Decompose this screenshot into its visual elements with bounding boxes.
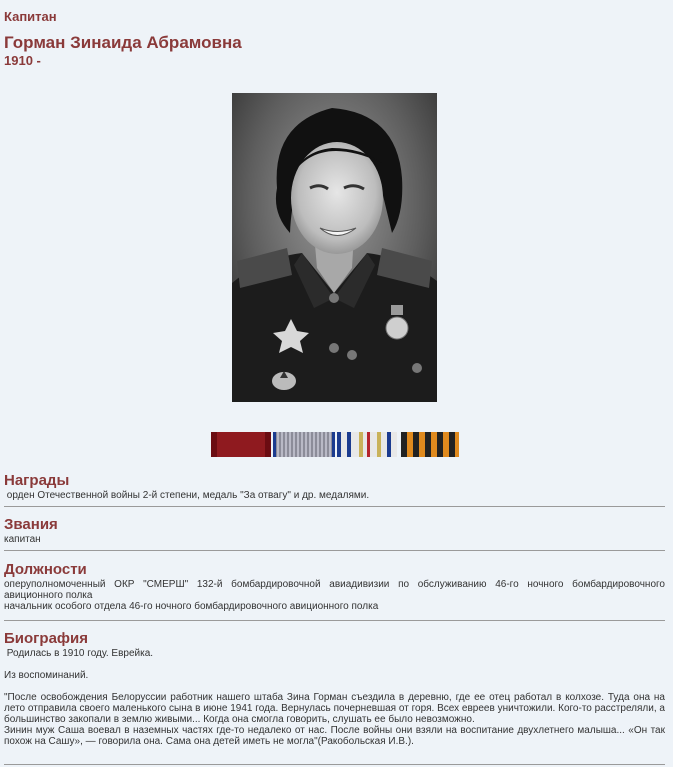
divider <box>4 506 665 507</box>
award-ribbons <box>211 432 457 457</box>
section-positions <box>4 561 665 612</box>
divider <box>4 620 665 621</box>
life-years: 1910 - <box>4 53 41 68</box>
positions-heading: Должности <box>4 561 87 578</box>
biography-line: Родилась в 1910 году. Еврейка. <box>4 648 154 659</box>
ribbon-victory <box>401 432 459 457</box>
section-biography <box>4 630 665 747</box>
position-line: начальник особого отдела 46-го ночного бомбардировочного авиционного полка <box>4 601 379 612</box>
ribbon-third <box>337 432 397 457</box>
awards-text: орден Отечественной войны 2-й степени, медаль "За отвагу" и др. медалями. <box>4 490 370 501</box>
divider <box>4 764 665 765</box>
ribbon-order-patriotic-war <box>211 432 271 457</box>
position-line: оперуполномоченный ОКР "СМЕРШ" 132-й бомбардировочной авиадивизии по обслуживанию 46-го ночного бомбардировочного авиционного полка <box>4 579 665 601</box>
ribbon-for-courage <box>273 432 335 457</box>
biography-heading: Биография <box>4 630 89 647</box>
ranks-text: капитан <box>4 534 41 545</box>
section-ranks <box>4 516 665 545</box>
rank-title: Капитан <box>4 9 57 24</box>
portrait-image <box>232 93 437 402</box>
divider <box>4 550 665 551</box>
biography-line: Из воспоминаний. <box>4 670 89 681</box>
biography-quote: "После освобождения Белоруссии работник нашего штаба Зина Горман съездила в деревню, где ее отец работал в колхозе. Туда она на лето отправила своего маленького сына в июне 1941 года. Вернулась почерневшая от горя. Всех евреев уничтожили. Кого-то расстреляли, а большинство закопали в землю живыми... Когда она смогла говорить, слушать ее было невозможно. <box>4 692 665 725</box>
awards-heading: Награды <box>4 472 70 489</box>
biography-quote: Зинин муж Саша воевал в наземных частях где-то недалеко от нас. После войны они взяли на воспитание двухлетнего малыша... «Он так похож на Сашу», — говорила она. Сама она детей иметь не могла"(Ракобольская И.В.). <box>4 725 665 747</box>
section-awards <box>4 472 665 501</box>
ranks-heading: Звания <box>4 516 58 533</box>
portrait-photo <box>232 93 437 402</box>
person-name: Горман Зинаида Абрамовна <box>4 33 242 52</box>
